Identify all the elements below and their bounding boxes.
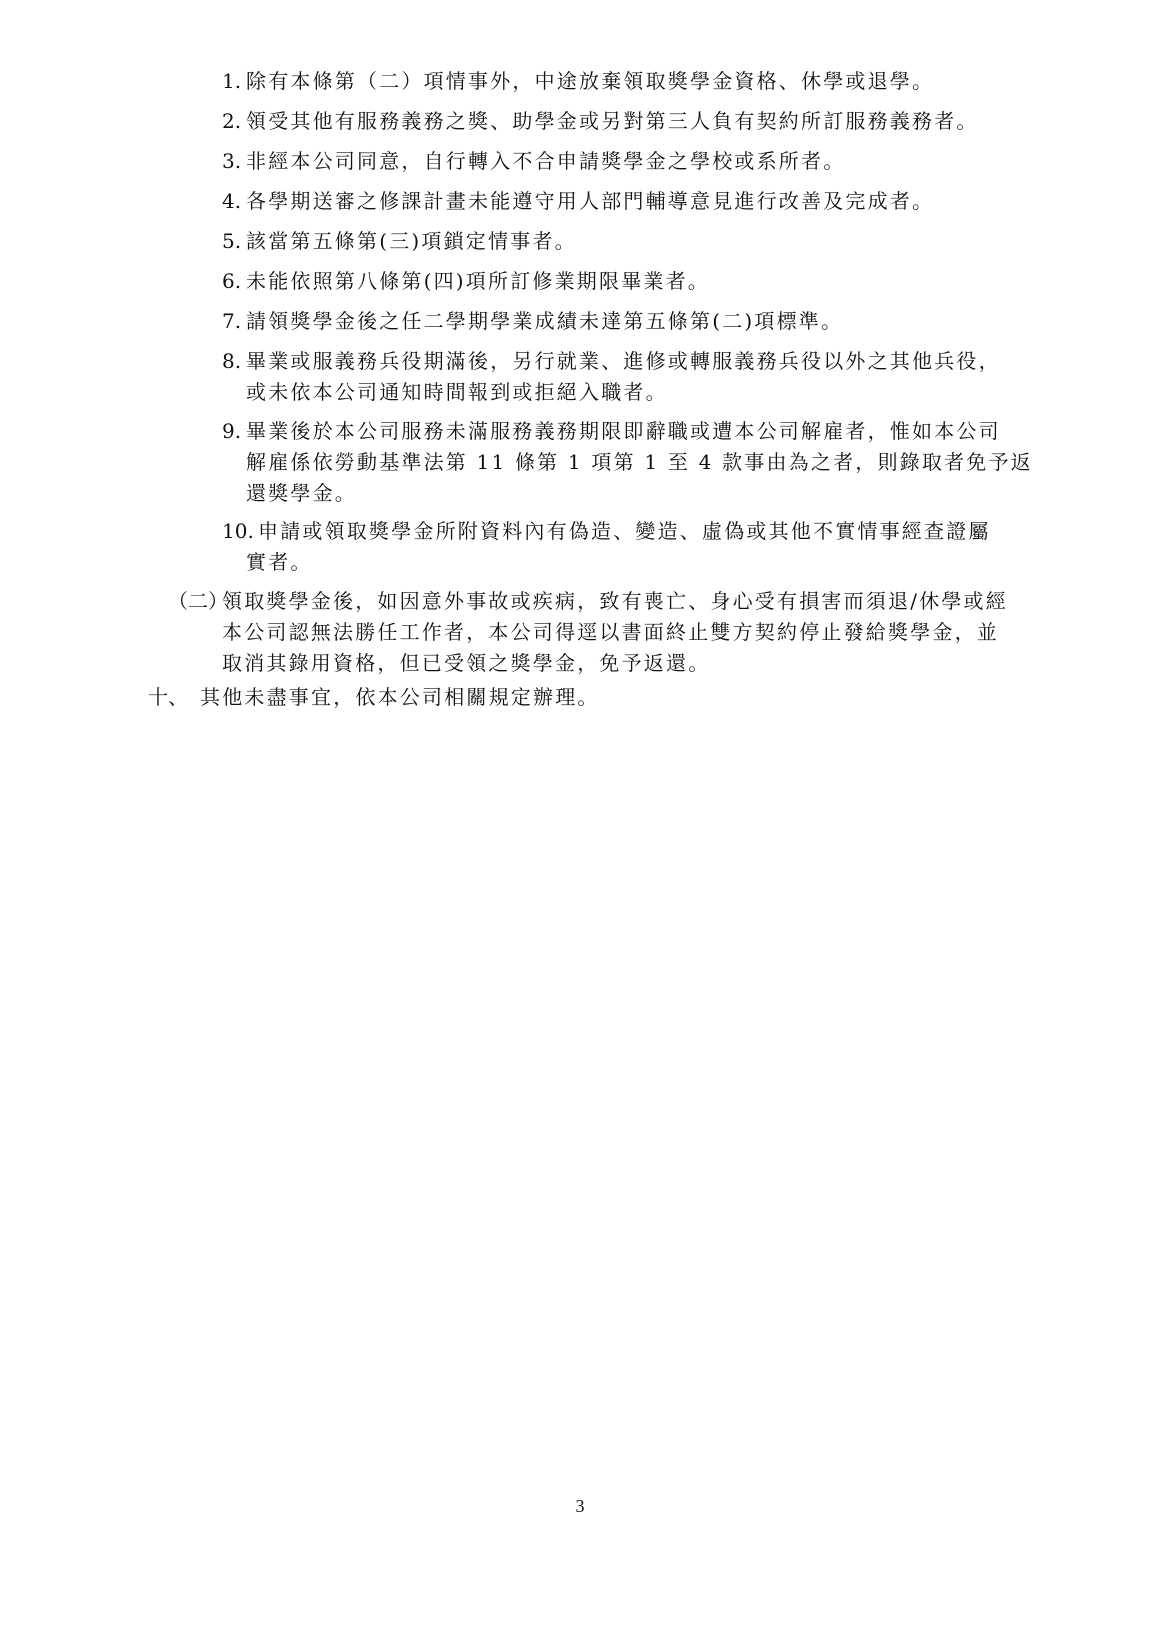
item-number: 5.	[222, 229, 242, 253]
list-item	[222, 416, 1033, 509]
list-item	[222, 266, 710, 297]
item-text: 除有本條第（二）項情事外，中途放棄領取獎學金資格、休學或退學。	[246, 69, 935, 93]
item-text: 畢業或服義務兵役期滿後，另行就業、進修或轉服義務兵役以外之其他兵役，	[246, 349, 1001, 373]
item-number: 7.	[222, 309, 242, 333]
list-item	[222, 66, 934, 97]
list-item	[222, 186, 934, 217]
list-item	[222, 346, 1001, 408]
list-item	[222, 306, 843, 337]
item-number: 6.	[222, 269, 242, 293]
item-number: 9.	[222, 419, 242, 443]
item-text: 申請或領取獎學金所附資料內有偽造、變造、虛偽或其他不實情事經查證屬	[258, 519, 991, 543]
subsection-2	[168, 586, 1008, 679]
subsection-number: （二）	[168, 589, 228, 613]
section-number: 十、	[148, 685, 188, 709]
item-text: 領受其他有服務義務之獎、助學金或另對第三人負有契約所訂服務義務者。	[246, 109, 979, 133]
item-text: 畢業後於本公司服務未滿服務義務期限即辭職或遭本公司解雇者，惟如本公司	[246, 419, 1001, 443]
subsection-text: 取消其錄用資格，但已受領之獎學金，免予返還。	[222, 651, 711, 675]
item-text: 實者。	[246, 550, 313, 574]
list-item	[222, 146, 845, 177]
list-item	[222, 516, 991, 578]
item-text: 請領獎學金後之任二學期學業成績未達第五條第(二)項標準。	[246, 309, 844, 333]
item-text: 該當第五條第(三)項鎖定情事者。	[246, 229, 577, 253]
section-text: 其他未盡事宜，依本公司相關規定辦理。	[200, 685, 600, 709]
item-text: 未能依照第八條第(四)項所訂修業期限畢業者。	[246, 269, 711, 293]
item-number: 3.	[222, 149, 242, 173]
list-item	[222, 226, 577, 257]
subsection-text: 本公司認無法勝任工作者，本公司得逕以書面終止雙方契約停止發給獎學金，並	[222, 620, 999, 644]
item-text: 各學期送審之修課計畫未能遵守用人部門輔導意見進行改善及完成者。	[246, 189, 935, 213]
subsection-text: 領取獎學金後，如因意外事故或疾病，致有喪亡、身心受有損害而須退/休學或經	[222, 589, 1008, 613]
item-number: 4.	[222, 189, 242, 213]
item-number: 2.	[222, 109, 242, 133]
item-number: 10.	[222, 519, 254, 543]
list-item	[222, 106, 979, 137]
item-number: 1.	[222, 69, 242, 93]
item-text: 解雇係依勞動基準法第 11 條第 1 項第 1 至 4 款事由為之者，則錄取者免予返	[246, 450, 1033, 474]
section-10	[148, 682, 600, 713]
item-number: 8.	[222, 349, 242, 373]
item-text: 或未依本公司通知時間報到或拒絕入職者。	[246, 380, 668, 404]
page-number: 3	[575, 1496, 585, 1516]
item-text: 還獎學金。	[246, 481, 357, 505]
item-text: 非經本公司同意，自行轉入不合申請獎學金之學校或系所者。	[246, 149, 846, 173]
